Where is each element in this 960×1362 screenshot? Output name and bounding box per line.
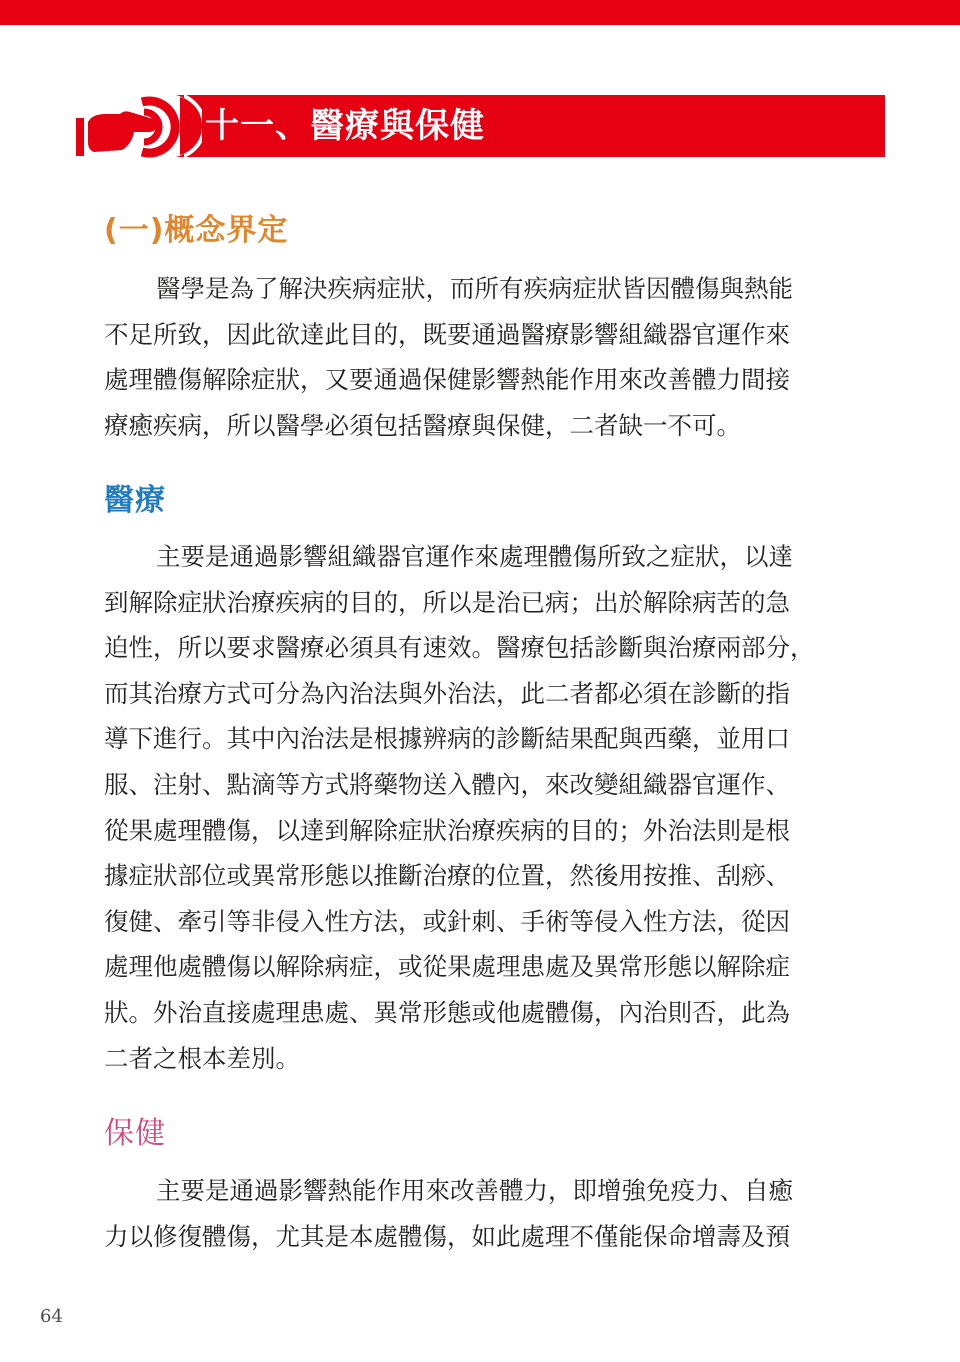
paragraph-line: 服、注射、點滴等方式將藥物送入體內，來改變組織器官運作、 — [104, 769, 790, 799]
paragraph-line: 導下進行。其中內治法是根據辨病的診斷結果配與西藥，並用口 — [104, 724, 790, 754]
paragraph-line: 迫性，所以要求醫療必須具有速效。醫療包括診斷與治療兩部分， — [104, 633, 815, 663]
pointing-hand-target-icon — [72, 92, 202, 160]
paragraph-line: 療癒疾病，所以醫學必須包括醫療與保健，二者缺一不可。 — [104, 410, 741, 440]
paragraph-line: 狀。外治直接處理患處、異常形態或他處體傷，內治則否，此為 — [104, 997, 790, 1027]
paragraph-line: 從果處理體傷，以達到解除症狀治療疾病的目的；外治法則是根 — [104, 815, 790, 845]
paragraph-line: 主要是通過影響組織器官運作來處理體傷所致之症狀，以達 — [156, 542, 793, 571]
medical-paragraph — [104, 534, 860, 1081]
top-color-bar — [0, 0, 960, 25]
paragraph-line: 不足所致，因此欲達此目的，既要通過醫療影響組織器官運作來 — [104, 319, 790, 349]
paragraph-line: 處理他處體傷以解除病症，或從果處理患處及異常形態以解除症 — [104, 952, 790, 982]
paragraph-line: 主要是通過影響熱能作用來改善體力，即增強免疫力、自癒 — [156, 1176, 793, 1205]
page-number: 64 — [40, 1306, 63, 1327]
paragraph-line: 醫學是為了解決疾病症狀，而所有疾病症狀皆因體傷與熱能 — [156, 274, 793, 303]
section-heading: (一)概念界定 — [104, 213, 289, 248]
health-paragraph — [104, 1168, 860, 1259]
paragraph-line: 到解除症狀治療疾病的目的，所以是治已病；出於解除病苦的急 — [104, 587, 790, 617]
chapter-title: 十一、醫療與保健 — [205, 106, 485, 146]
paragraph-line: 據症狀部位或異常形態以推斷治療的位置，然後用按推、刮痧、 — [104, 861, 790, 891]
paragraph-line: 處理體傷解除症狀，又要通過保健影響熱能作用來改善體力間接 — [104, 365, 790, 395]
medical-heading: 醫療 — [104, 483, 166, 518]
intro-paragraph — [104, 266, 860, 448]
health-heading: 保健 — [104, 1116, 166, 1151]
paragraph-line: 而其治療方式可分為內治法與外治法，此二者都必須在診斷的指 — [104, 678, 790, 708]
paragraph-line: 二者之根本差別。 — [104, 1043, 300, 1073]
paragraph-line: 力以修復體傷，尤其是本處體傷，如此處理不僅能保命增壽及預 — [104, 1221, 790, 1251]
paragraph-line: 復健、牽引等非侵入性方法，或針刺、手術等侵入性方法，從因 — [104, 906, 790, 936]
